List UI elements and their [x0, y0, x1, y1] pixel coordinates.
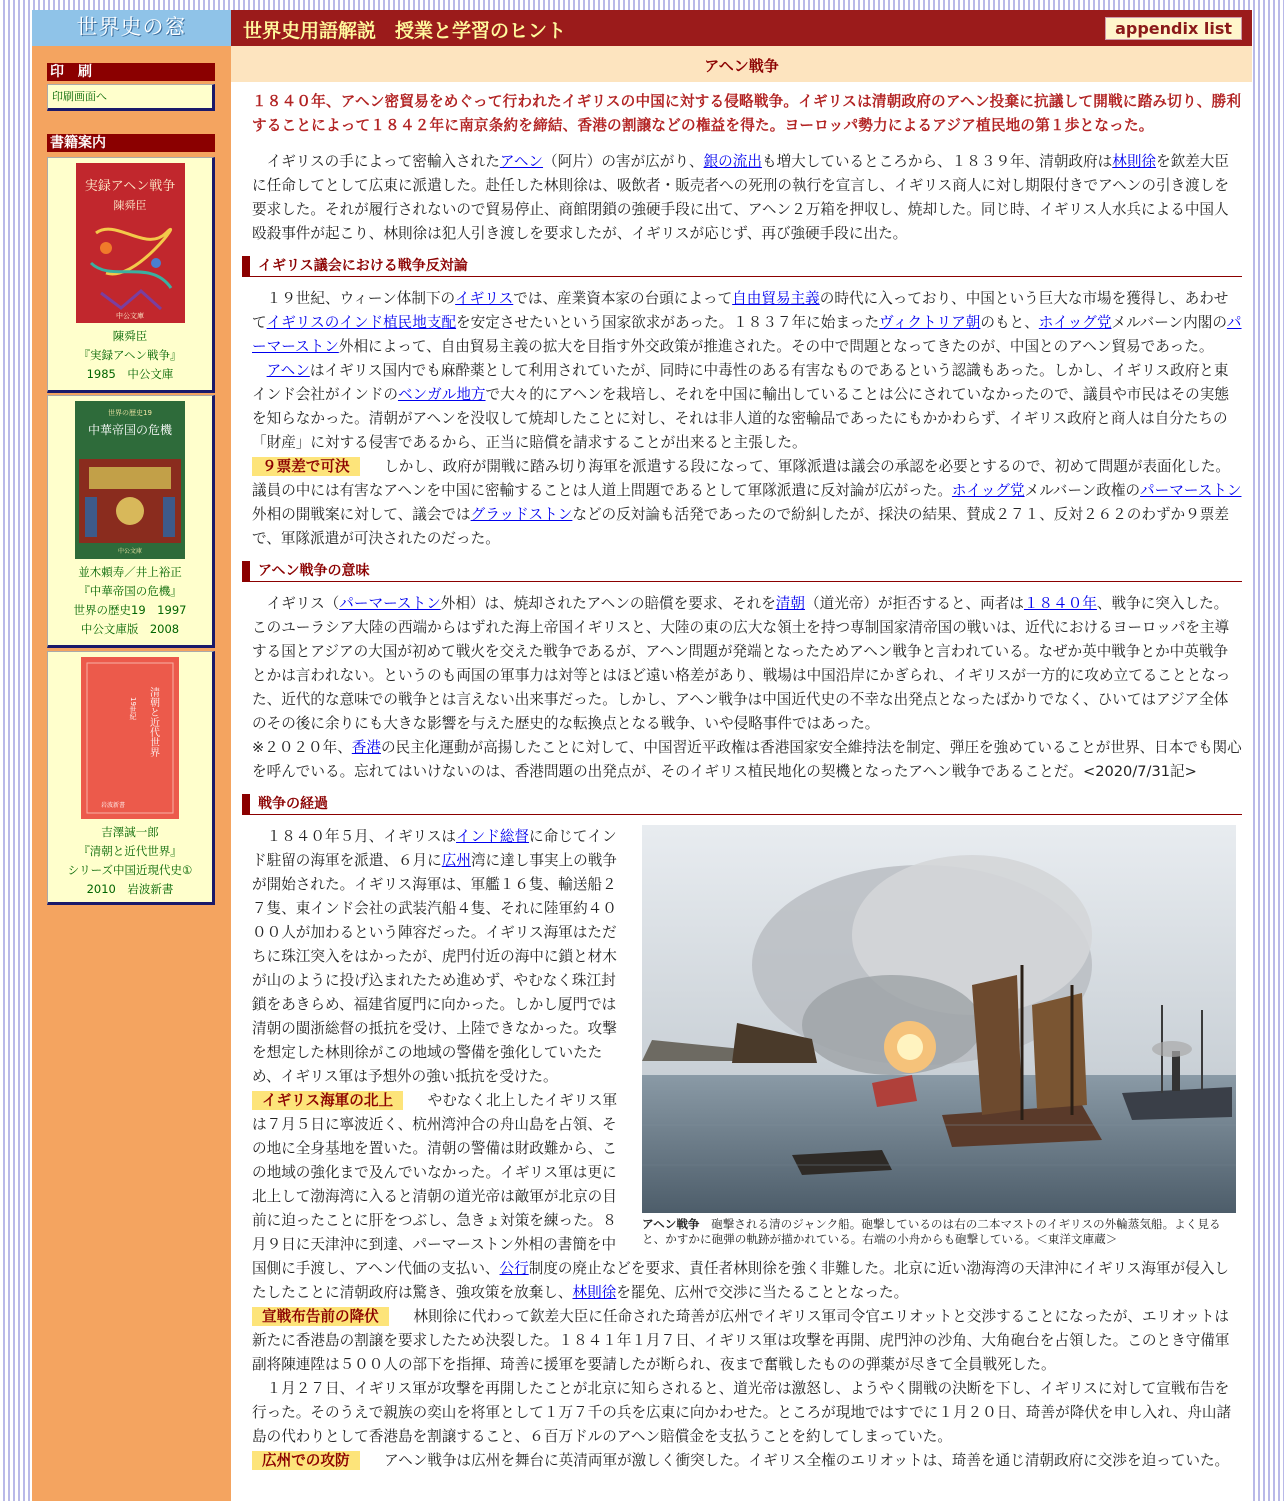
- book-publication: 1985 中公文庫: [86, 367, 174, 381]
- section-heading: イギリス議会における戦争反対論: [242, 256, 1242, 277]
- link-governor-general[interactable]: インド総督: [456, 828, 530, 845]
- link-whig[interactable]: ホイッグ党: [1038, 314, 1112, 331]
- books-heading: 書籍案内: [47, 134, 215, 152]
- section-heading: 戦争の経過: [242, 794, 1242, 815]
- header-title[interactable]: 世界史用語解説 授業と学習のヒント: [243, 20, 567, 42]
- intro-paragraph: イギリスの手によって密輸入されたアヘン（阿片）の害が広がり、銀の流出も増大しているところから、１８３９年、清朝政府は林則徐を欽差大臣に任命してとして広東に派遣した。赴任した林則徐は、吸飲者・販売者への死刑の執行を宣言し、イギリス商人に対し期限付きでアヘンの引き渡しを要求した。それが履行されないので貿易停止、商館閉鎖の強硬手段に出て、アヘン２万箱を押収し、焼却した。同じ時、イギリス人水兵による中国人殴殺事件が起こり、林則徐は犯人引き渡しを要求したが、イギリスが応じず、再び強硬手段に出た。: [252, 153, 1229, 242]
- cover-title-1: 実録アヘン戦争: [84, 179, 175, 194]
- book-card-3[interactable]: [47, 651, 215, 905]
- link-britain[interactable]: イギリス: [455, 290, 514, 307]
- link-1840[interactable]: １８４０年: [1023, 595, 1097, 612]
- paragraph: イギリス（パーマーストン外相）は、焼却されたアヘンの賠償を要求、それを清朝（道光帝）が拒否すると、両者は１８４０年、戦争に突入した。このユーラシア大陸の西端からはずれた海上帝国イギリスと、大陸の東の広大な領土を持つ専制国家清帝国の戦いは、近代におけるヨーロッパを主導する国とアジアの大国が初めて戦火を交えた戦争であるが、アヘン問題が発端となったためアヘン戦争と言われている。なぜか英中戦争とか中英戦争とかは言われない。というのも両国の軍事力は対等とはほど遠い格差があり、戦場は中国沿岸にかぎられ、イギリスが一方的に攻め立てることとなった、近代的な意味での戦争とは言えない出来事だった。しかし、アヘン戦争は中国近代史の不幸な出発点となったばかりでなく、ひいてはアジア全体のその後に余りにも大きな影響を与えた歴史的な転換点となる戦争、いや侵略事件ではあった。: [252, 595, 1231, 732]
- book-cover-art-2: [75, 401, 185, 559]
- book-title: 『中華帝国の危機』: [78, 584, 182, 598]
- book-cover-1[interactable]: [76, 163, 185, 323]
- link-silver-outflow[interactable]: 銀の流出: [703, 153, 762, 170]
- paragraph: ９票差で可決 しかし、政府が開戦に踏み切り海軍を派遣する段になって、軍隊派遣は議会の承認を必要とするので、初めて問題が表面化した。議員の中には有害なアヘンを中国に密輸することは人道上問題であるとして軍隊派遣に反対論が広がった。ホイッグ党メルバーン政権のパーマーストン外相の開戦案に対して、議会ではグラッドストンなどの反対論も活発であったので紛糾したが、採決の結果、賛成２７１、反対２６２のわずか９票差で、軍隊派遣が可決されたのだった。: [252, 458, 1242, 547]
- cover-publisher-2: 中公文庫: [117, 548, 143, 555]
- paragraph: ※２０２０年、香港の民主化運動が高揚したことに対して、中国習近平政権は香港国家安全維持法を制定、弾圧を強めていることが世界、日本でも関心を呼んでいる。忘れてはいけないのは、香港問題の出発点が、そのイギリス植民地化の契機となったアヘン戦争であることだ。<2020/7/31記>: [252, 739, 1242, 780]
- link-palmerston[interactable]: パーマーストン: [252, 314, 1242, 355]
- book-card-1[interactable]: [47, 157, 215, 393]
- link-bengal[interactable]: ベンガル地方: [397, 386, 486, 403]
- book-publication: 中公文庫版 2008: [80, 622, 180, 636]
- book-cover-art-1: [76, 163, 185, 323]
- book-series: シリーズ中国近現代史①: [67, 863, 193, 877]
- link-palmerston[interactable]: パーマーストン: [339, 595, 441, 612]
- book-title: 『実録アヘン戦争』: [78, 348, 182, 362]
- topic-tag: 宣戦布告前の降伏: [252, 1307, 389, 1326]
- print-box: [47, 84, 215, 111]
- link-palmerston[interactable]: パーマーストン: [1140, 482, 1242, 499]
- book-cover-art-3: [81, 657, 179, 819]
- book-card-2[interactable]: [47, 395, 215, 648]
- paragraph: １９世紀、ウィーン体制下のイギリスでは、産業資本家の台頭によって自由貿易主義の時代に入っており、中国という巨大な市場を獲得し、あわせてイギリスのインド植民地支配を安定させたいという国家欲求があった。１８３７年に始まったヴィクトリア朝のもと、ホイッグ党メルバーン内閣のパーマーストン外相によって、自由貿易主義の拡大を目指す外交政策が推進された。その中で問題となってきたのが、中国とのアヘン貿易であった。: [252, 290, 1242, 355]
- book-series: 世界の歴史19 1997: [73, 603, 187, 617]
- paragraph: アヘンはイギリス国内でも麻酔薬として利用されていたが、同時に中毒性のある有害なものであるという認識もあった。しかし、イギリス政府と東インド会社がインドのベンガル地方で大々的にアヘンを栽培し、それを中国に輸出していることは公にされていなかったので、議員や市民はその実態を知らなかった。清朝がアヘンを没収して焼却したことに対し、それは非人道的な密輸品であったにもかかわらず、イギリス政府と商人は自分たちの「財産」に対する侵害であるから、正当に賠償を請求することが出来ると主張した。: [252, 362, 1229, 451]
- site-logo[interactable]: 世界史の窓: [32, 10, 231, 46]
- article: [242, 90, 1242, 1473]
- figure-caption: [642, 1217, 1242, 1247]
- link-lin-zexu[interactable]: 林則徐: [1112, 153, 1157, 170]
- link-qing[interactable]: 清朝: [775, 595, 805, 612]
- book-cover-2[interactable]: [75, 401, 185, 559]
- war-painting-image[interactable]: [642, 825, 1236, 1213]
- section-heading: アヘン戦争の意味: [242, 561, 1242, 582]
- link-lin-zexu[interactable]: 林則徐: [572, 1284, 617, 1301]
- figure-caption-title: アヘン戦争: [642, 1217, 700, 1231]
- sidebar: [32, 10, 231, 1501]
- topic-tag: 広州での攻防: [252, 1451, 360, 1470]
- cover-title-3: 清朝と近代世界: [147, 687, 159, 757]
- figure-caption-text: 砲撃される清のジャンク船。砲撃しているのは右の二本マストのイギリスの外輪蒸気船。よく見ると、かすかに砲弾の軌跡が描かれている。右端の小舟からも砲撃している。＜東洋文庫蔵＞: [642, 1217, 1221, 1246]
- link-gladstone[interactable]: グラッドストン: [470, 506, 573, 523]
- link-whig[interactable]: ホイッグ党: [951, 482, 1025, 499]
- print-heading: 印 刷: [47, 63, 215, 81]
- book-publication: 2010 岩波新書: [86, 882, 174, 896]
- book-title: 『清朝と近代世界』: [78, 844, 182, 858]
- link-free-trade[interactable]: 自由貿易主義: [732, 290, 820, 307]
- cover-series-2: 世界の歴史19: [108, 409, 152, 417]
- appendix-list-button[interactable]: appendix list: [1105, 17, 1242, 40]
- link-cohong[interactable]: 公行: [499, 1260, 529, 1277]
- paragraph: 広州での攻防 アヘン戦争は広州を舞台に英清両軍が激しく衝突した。イギリス全権のエリオットは、琦善を通じ清朝政府に交渉を迫っていた。: [242, 1449, 1242, 1473]
- paragraph: １月２７日、イギリス軍が攻撃を再開したことが北京に知らされると、道光帝は激怒し、ようやく開戦の決断を下し、イギリスに対して宣戦布告を行った。そのうえで親族の奕山を将軍として１万７千の兵を広東に向かわせた。ところが現地ではすでに１月２０日、琦善が降伏を申し入れ、舟山諸島の代わりとして香港島を割譲すること、６百万ドルのアヘン賠償金を支払うことを約してしまっていた。: [252, 1380, 1232, 1445]
- link-hongkong[interactable]: 香港: [351, 739, 381, 756]
- book-cover-3[interactable]: [81, 657, 179, 819]
- link-victorian[interactable]: ヴィクトリア朝: [879, 314, 981, 331]
- cover-publisher-1: 中公文庫: [115, 312, 144, 320]
- cover-title-2: 中華帝国の危機: [87, 423, 173, 437]
- book-author: 吉澤誠一郎: [101, 825, 159, 839]
- book-author: 並木頼寿／井上裕正: [78, 565, 182, 579]
- book-author: 陳舜臣: [112, 329, 148, 343]
- site-header: [231, 10, 1252, 46]
- link-guangzhou[interactable]: 広州: [441, 852, 471, 869]
- paragraph: 宣戦布告前の降伏 林則徐に代わって欽差大臣に任命された琦善が広州でイギリス軍司令官エリオットと交渉することになったが、エリオットは新たに香港島の割譲を要求したため決裂した。１８４１年１月７日、イギリス軍は攻撃を再開、虎門沖の沙角、大角砲台を占領した。このとき守備軍副将陳連陞は５００人の部下を指揮、琦善に援軍を要請したが断られ、夜まで奮戦したものの弾薬が尽きて全員戦死した。: [252, 1308, 1230, 1373]
- cover-series-3: 19世紀: [129, 697, 137, 720]
- page-frame: [32, 10, 1252, 1501]
- paragraph: イギリス海軍の北上 やむなく北上したイギリス軍は７月５日に寧波近く、杭州湾沖合の舟山島を占領、その地に全身基地を置いた。清朝の警備は財政難から、この地域の強化まで及んでいなかった。イギリス軍は更に北上して渤海湾に入ると清朝の道光帝は敵軍が北京の目前に迫ったことに肝をつぶし、急きょ対策を練った。８月９日に天津沖に到達、パーマーストン外相の書簡を中国側に手渡し、アヘン代価の支払い、公行制度の廃止などを要求、責任者林則徐を強く非難した。北京に近い渤海湾の天津沖にイギリス海軍が侵入したしたことに清朝政府は驚き、強攻策を放棄し、林則徐を罷免、広州で交渉に当たることとなった。: [252, 1092, 1229, 1301]
- topic-tag: イギリス海軍の北上: [252, 1091, 403, 1110]
- lead-summary: １８４０年、アヘン密貿易をめぐって行われたイギリスの中国に対する侵略戦争。イギリスは清朝政府のアヘン投棄に抗議して開戦に踏み切り、勝利することによって１８４２年に南京条約を締結、香港の割譲などの権益を得た。ヨーロッパ勢力によるアジア植民地の第１歩となった。: [252, 93, 1242, 134]
- link-ahen[interactable]: アヘン: [266, 362, 310, 379]
- cover-author-1: 陳舜臣: [113, 199, 146, 212]
- paragraph: １８４０年５月、イギリスはインド総督に命じてインド駐留の海軍を派遣、６月に広州湾に達し事実上の戦争が開始された。イギリス海軍は、軍艦１６隻、輸送船２７隻、東インド会社の武装汽船４隻、それに陸軍約４０００人が加わるという陣容だった。イギリス海軍はただちに珠江突入をはかったが、虎門付近の海中に鎖と材木が山のように投げ込まれたため進めず、やむなく珠江封鎖をあきらめ、福建省厦門に向かった。しかし厦門では清朝の閩浙総督の抵抗を受け、上陸できなかった。攻撃を想定した林則徐がこの地域の警備を強化していたため、イギリス軍は予想外の強い抵抗を受けた。: [252, 828, 617, 1085]
- cover-publisher-3: 岩波新書: [101, 802, 126, 809]
- link-india-rule[interactable]: イギリスのインド植民地支配: [266, 314, 457, 331]
- page-title: アヘン戦争: [231, 46, 1252, 82]
- print-link[interactable]: 印刷画面へ: [52, 90, 107, 103]
- war-painting-figure: [642, 825, 1242, 1247]
- topic-tag: ９票差で可決: [252, 457, 360, 476]
- link-ahen[interactable]: アヘン: [499, 153, 544, 170]
